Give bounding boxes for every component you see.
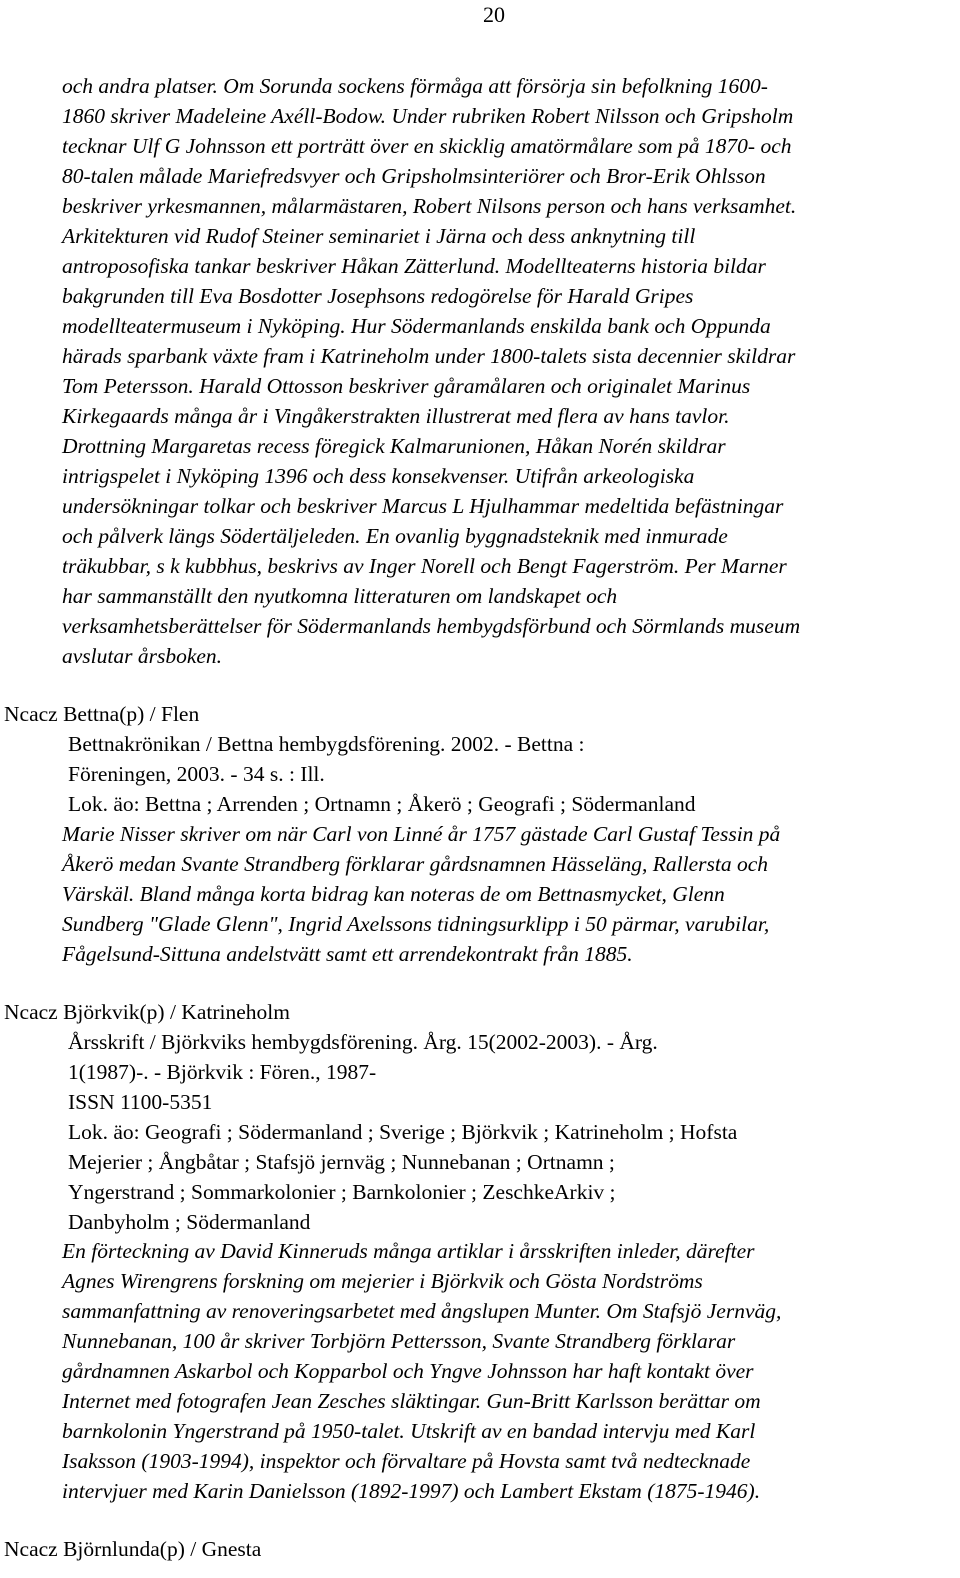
intro-line: Kirkegaards många år i Vingåkerstrakten illustrerat med flera av hans tavlor.: [62, 404, 730, 428]
intro-line: Tom Petersson. Harald Ottosson beskriver gåramålaren och originalet Marinus: [62, 374, 751, 398]
intro-line: träkubbar, s k kubbhus, beskrivs av Inger Norell och Bengt Fagerström. Per Marner: [62, 554, 787, 578]
biblio-line: Lok. äo: Bettna ; Arrenden ; Ortnamn ; Åkerö ; Geografi ; Södermanland: [68, 792, 696, 816]
summary-line: Marie Nisser skriver om när Carl von Linné år 1757 gästade Carl Gustaf Tessin på: [62, 822, 781, 846]
summary-line: Agnes Wirengrens forskning om mejerier i Björkvik och Gösta Nordströms: [62, 1269, 703, 1293]
intro-line: 1860 skriver Madeleine Axéll-Bodow. Under rubriken Robert Nilsson och Gripsholm: [62, 104, 794, 128]
intro-line: har sammanställt den nyutkomna litteraturen om landskapet och: [62, 584, 618, 608]
intro-line: Drottning Margaretas recess föregick Kalmarunionen, Håkan Norén skildrar: [62, 434, 726, 458]
biblio-line: Bettnakrönikan / Bettna hembygdsförening. 2002. - Bettna :: [68, 732, 585, 756]
entry-heading: Ncacz Bettna(p) / Flen: [4, 702, 200, 726]
summary-line: Fågelsund-Sittuna andelstvätt samt ett arrendekontrakt från 1885.: [62, 942, 633, 966]
summary-line: Sundberg "Glade Glenn", Ingrid Axelssons tidningsurklipp i 50 pärmar, varubilar,: [62, 912, 770, 936]
summary-line: Internet med fotografen Jean Zesches släktingar. Gun-Britt Karlsson berättar om: [62, 1389, 761, 1413]
intro-line: 80-talen målade Mariefredsvyer och Gripsholmsinteriörer och Bror-Erik Ohlsson: [62, 164, 766, 188]
intro-line: avslutar årsboken.: [62, 644, 223, 668]
intro-line: och pålverk längs Södertäljeleden. En ovanlig byggnadsteknik med inmurade: [62, 524, 728, 548]
intro-line: beskriver yrkesmannen, målarmästaren, Robert Nilsons person och hans verksamhet.: [62, 194, 797, 218]
summary-line: Åkerö medan Svante Strandberg förklarar gårdsnamnen Hässeläng, Rallersta och: [62, 852, 769, 876]
summary-line: barnkolonin Yngerstrand på 1950-talet. Utskrift av en bandad intervju med Karl: [62, 1419, 756, 1443]
entry-heading: Ncacz Björkvik(p) / Katrineholm: [4, 1000, 290, 1024]
summary-line: gårdnamnen Askarbol och Kopparbol och Yngve Johnsson har haft kontakt över: [62, 1359, 754, 1383]
summary-line: sammanfattning av renoveringsarbetet med ångslupen Munter. Om Stafsjö Jernväg,: [62, 1299, 782, 1323]
summary-line: intervjuer med Karin Danielsson (1892-1997) och Lambert Ekstam (1875-1946).: [62, 1479, 761, 1503]
summary-line: En förteckning av David Kinneruds många artiklar i årsskriften inleder, därefter: [62, 1239, 755, 1263]
intro-line: antroposofiska tankar beskriver Håkan Zätterlund. Modellteaterns historia bildar: [62, 254, 766, 278]
page-number: 20: [483, 2, 505, 27]
intro-line: undersökningar tolkar och beskriver Marcus L Hjulhammar medeltida befästningar: [62, 494, 784, 518]
biblio-line: Föreningen, 2003. - 34 s. : Ill.: [68, 762, 325, 786]
biblio-line: 1(1987)-. - Björkvik : Fören., 1987-: [68, 1060, 377, 1084]
biblio-line: Danbyholm ; Södermanland: [68, 1210, 311, 1234]
summary-line: Nunnebanan, 100 år skriver Torbjörn Pettersson, Svante Strandberg förklarar: [62, 1329, 736, 1353]
entry-heading: Ncacz Björnlunda(p) / Gnesta: [4, 1537, 262, 1561]
intro-line: intrigspelet i Nyköping 1396 och dess konsekvenser. Utifrån arkeologiska: [62, 464, 695, 488]
intro-line: och andra platser. Om Sorunda sockens förmåga att försörja sin befolkning 1600-: [62, 74, 768, 98]
intro-line: tecknar Ulf G Johnsson ett porträtt över en skicklig amatörmålare som på 1870- och: [62, 134, 792, 158]
biblio-line: Årsskrift / Björkviks hembygdsförening. Årg. 15(2002-2003). - Årg.: [68, 1030, 658, 1054]
biblio-line: Mejerier ; Ångbåtar ; Stafsjö jernväg ; Nunnebanan ; Ortnamn ;: [68, 1150, 615, 1174]
biblio-line: Yngerstrand ; Sommarkolonier ; Barnkolonier ; ZeschkeArkiv ;: [68, 1180, 616, 1204]
biblio-line: Lok. äo: Geografi ; Södermanland ; Sverige ; Björkvik ; Katrineholm ; Hofsta: [68, 1120, 738, 1144]
intro-line: verksamhetsberättelser för Södermanlands hembygdsförbund och Sörmlands museum: [62, 614, 801, 638]
intro-line: modellteatermuseum i Nyköping. Hur Södermanlands enskilda bank och Oppunda: [62, 314, 771, 338]
intro-line: bakgrunden till Eva Bosdotter Josephsons redogörelse för Harald Gripes: [62, 284, 694, 308]
summary-line: Isaksson (1903-1994), inspektor och förvaltare på Hovsta samt två nedtecknade: [62, 1449, 751, 1473]
summary-line: Värskäl. Bland många korta bidrag kan noteras de om Bettnasmycket, Glenn: [62, 882, 725, 906]
biblio-line: ISSN 1100-5351: [68, 1090, 213, 1114]
intro-line: härads sparbank växte fram i Katrineholm under 1800-talets sista decennier skildrar: [62, 344, 796, 368]
intro-line: Arkitekturen vid Rudof Steiner seminariet i Järna och dess anknytning till: [62, 224, 696, 248]
